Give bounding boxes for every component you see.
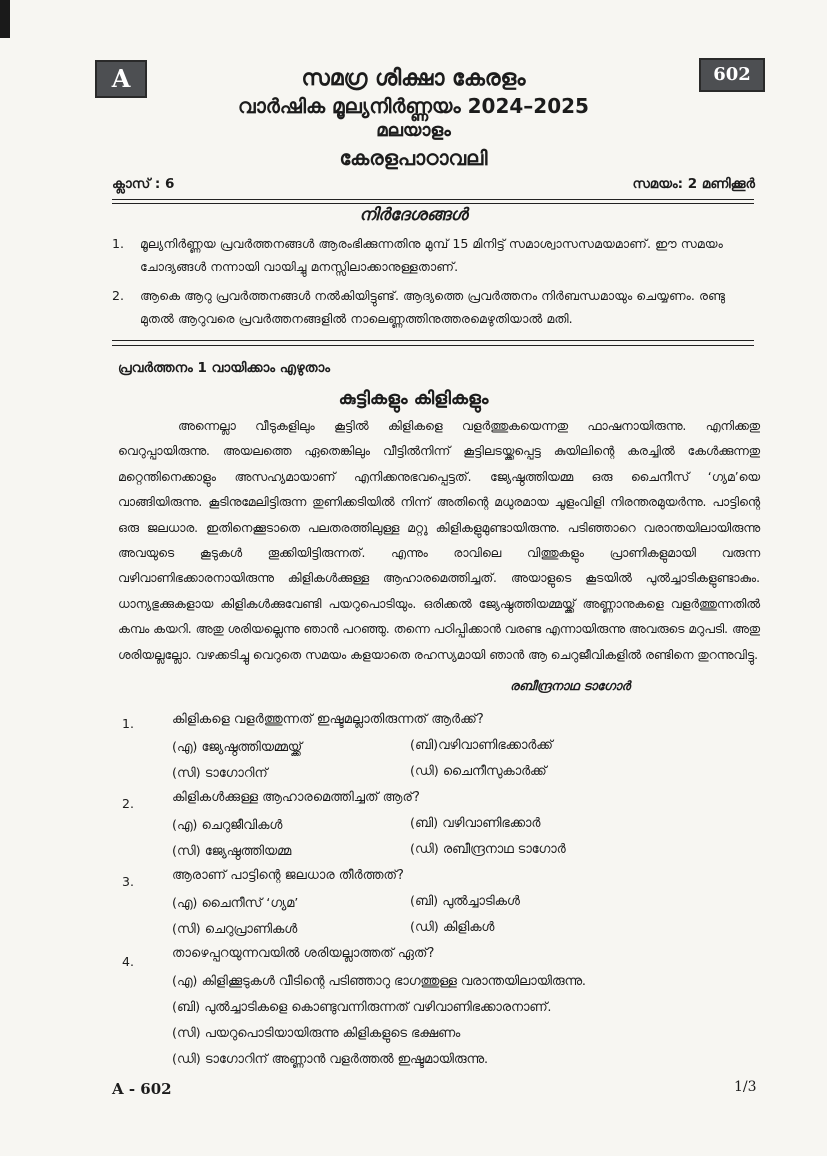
passage-title: കുട്ടികളും കിളികളും — [338, 388, 489, 409]
instruction-number: 1. — [112, 236, 125, 251]
question-number: 1. — [122, 716, 134, 731]
instruction-text: ആകെ ആറു പ്രവർത്തനങ്ങൾ നൽകിയിട്ടുണ്ട്. ആദ്യത്തെ പ്രവർത്തനം നിർബന്ധമായും ചെയ്യണം. രണ്ടു മുതൽ ആറുവരെ പ്രവർത്തനങ്ങളിൽ നാലെണ്ണത്തിനുത്തരമെഴുതിയാൽ മതി. — [140, 288, 726, 326]
instruction-text: മൂല്യനിർണ്ണയ പ്രവർത്തനങ്ങൾ ആരംഭിക്കുന്നതിനു മുമ്പ് 15 മിനിട്ട് സമാശ്വാസസമയമാണ്. ഈ സമയം ചോദ്യങ്ങൾ നന്നായി വായിച്ചു മനസ്സിലാക്കാനുള്ളതാണ്. — [140, 236, 723, 274]
option-b: (ബി)വഴിവാണിഭക്കാർക്ക് — [410, 738, 553, 753]
option-d: (ഡി) രബീന്ദ്രനാഥ ടാഗോർ — [410, 842, 566, 857]
option-c: (സി) ചെറുപ്രാണികൾ — [172, 922, 298, 937]
question-text: ആരാണ് പാട്ടിന്റെ ജലധാര തീർത്തത്? — [172, 868, 404, 883]
exam-board-title: സമഗ്ര ശിക്ഷാ കേരളം — [301, 66, 526, 91]
exam-title: വാർഷിക മൂല്യനിർണ്ണയം 2024–2025 — [238, 94, 589, 118]
instruction-item — [112, 284, 758, 330]
option-c: (സി) ടാഗോറിന് — [172, 766, 268, 781]
question-text: താഴെപ്പറയുന്നവയിൽ ശരിയല്ലാത്തത് ഏത്? — [172, 946, 435, 961]
option-a: (എ) ചൈനീസ് ‘ഗ്യമ’ — [172, 896, 299, 911]
question-text: കിളികൾക്കുള്ള ആഹാരമെത്തിച്ചത് ആര്? — [172, 790, 420, 805]
activity-label: പ്രവർത്തനം 1 വായിക്കാം എഴുതാം — [118, 360, 330, 376]
question-number: 4. — [122, 954, 134, 969]
option-a: (എ) ജ്യേഷ്ഠത്തിയമ്മയ്ക്ക് — [172, 740, 303, 755]
option-d: (ഡി) ടാഗോറിന് അണ്ണാൻ വളർത്തൽ ഇഷ്ടമായിരുന്നു. — [172, 1052, 489, 1067]
option-d: (ഡി) കിളികൾ — [410, 920, 495, 935]
section-divider-bottom — [112, 345, 754, 346]
paper-number-badge: 602 — [699, 58, 765, 92]
instruction-number: 2. — [112, 288, 125, 303]
set-code-badge: A — [95, 60, 147, 98]
header-divider-bottom — [112, 203, 754, 204]
footer-code: A - 602 — [112, 1080, 172, 1098]
option-c: (സി) പയറുപൊടിയായിരുന്നു കിളികളുടെ ഭക്ഷണം — [172, 1026, 461, 1041]
book-title: കേരളപാഠാവലി — [339, 146, 488, 170]
page-number: 1/3 — [734, 1079, 757, 1095]
option-b: (ബി) വഴിവാണിഭക്കാർ — [410, 816, 541, 831]
option-d: (ഡി) ചൈനീസുകാർക്ക് — [410, 764, 547, 779]
class-label: ക്ലാസ് : 6 — [112, 176, 175, 192]
question-number: 2. — [122, 796, 134, 811]
section-divider-top — [112, 340, 754, 341]
subject-title: മലയാളം — [376, 120, 451, 141]
instruction-item — [112, 232, 758, 278]
option-b: (ബി) പുൽച്ചാടികൾ — [410, 894, 520, 909]
option-b: (ബി) പുൽച്ചാടികളെ കൊണ്ടുവന്നിരുന്നത് വഴിവാണിഭക്കാരനാണ്. — [172, 1000, 552, 1015]
option-a: (എ) കിളിക്കൂടുകൾ വീടിന്റെ പടിഞ്ഞാറു ഭാഗത്തുള്ള വരാന്തയിലായിരുന്നു. — [172, 974, 586, 989]
scan-edge-mark — [0, 0, 10, 38]
question-number: 3. — [122, 874, 134, 889]
instructions-title: നിർദേശങ്ങൾ — [359, 205, 468, 225]
passage-author: രബീന്ദ്രനാഥ ടാഗോർ — [510, 678, 631, 693]
option-c: (സി) ജ്യേഷ്ഠത്തിയമ്മ — [172, 844, 292, 859]
question-text: കിളികളെ വളർത്തുന്നത് ഇഷ്ടമല്ലാതിരുന്നത് ആർക്ക്? — [172, 712, 484, 727]
option-a: (എ) ചെറുജീവികൾ — [172, 818, 283, 833]
time-label: സമയം: 2 മണിക്കൂർ — [632, 176, 755, 192]
header-divider-top — [112, 199, 754, 200]
passage-text: അന്നെല്ലാ വീടുകളിലും കൂട്ടിൽ കിളികളെ വളർത്തുകയെന്നതു ഫാഷനായിരുന്നു. എനിക്കതു വെറുപ്പായിരുന്നു. അയലത്തെ ഏതെങ്കിലും വീട്ടിൽനിന്ന് കൂട്ടിലടയ്ക്കപ്പെട്ട കുയിലിന്റെ കരച്ചിൽ കേൾക്കുന്നതു മറ്റെന്തിനെക്കാളും അസഹ്യമായാണ് എനിക്കനുഭവപ്പെട്ടത്. ജ്യേഷ്ഠത്തിയമ്മ ഒരു ചൈനീസ് ‘ഗ്യമ’യെ വാങ്ങിയിരുന്നു. കൂടിനുമേലിട്ടിരുന്ന തുണിക്കടിയിൽ നിന്ന് അതിന്റെ മധുരമായ ചൂളംവിളി നിരന്തരമുയർന്നു. പാട്ടിന്റെ ഒരു ജലധാര. ഇതിനെക്കൂടാതെ പലതരത്തിലുള്ള മറ്റു കിളികളുമുണ്ടായിരുന്നു. പടിഞ്ഞാറെ വരാന്തയിലായിരുന്നു അവയുടെ കൂടുകൾ തൂക്കിയിട്ടിരുന്നത്. എന്നും രാവിലെ വിത്തുകളും പ്രാണികളുമായി വരുന്ന വഴിവാണിഭക്കാരനായിരുന്നു കിളികൾക്കുള്ള ആഹാരമെത്തിച്ചത്. അയാളുടെ കൂടയിൽ പുൽച്ചാടികളുണ്ടാകും. ധാന്യഭുക്കുകളായ കിളികൾക്കുവേണ്ടി പയറുപൊടിയും. ഒരിക്കൽ ജ്യേഷ്ഠത്തിയമ്മയ്ക്ക് അണ്ണാനുകളെ വളർത്തുന്നതിൽ കമ്പം കയറി. അതു ശരിയല്ലെന്നു ഞാൻ പറഞ്ഞു. തന്നെ പഠിപ്പിക്കാൻ വരണ്ട എന്നായിരുന്നു അവരുടെ മറുപടി. അതു ശരിയല്ലല്ലോ. വഴക്കടിച്ചു വെറുതെ സമയം കളയാതെ രഹസ്യമായി ഞാൻ ആ ചെറുജീവികളിൽ രണ്ടിനെ തുറന്നുവിട്ടു. — [118, 419, 760, 662]
